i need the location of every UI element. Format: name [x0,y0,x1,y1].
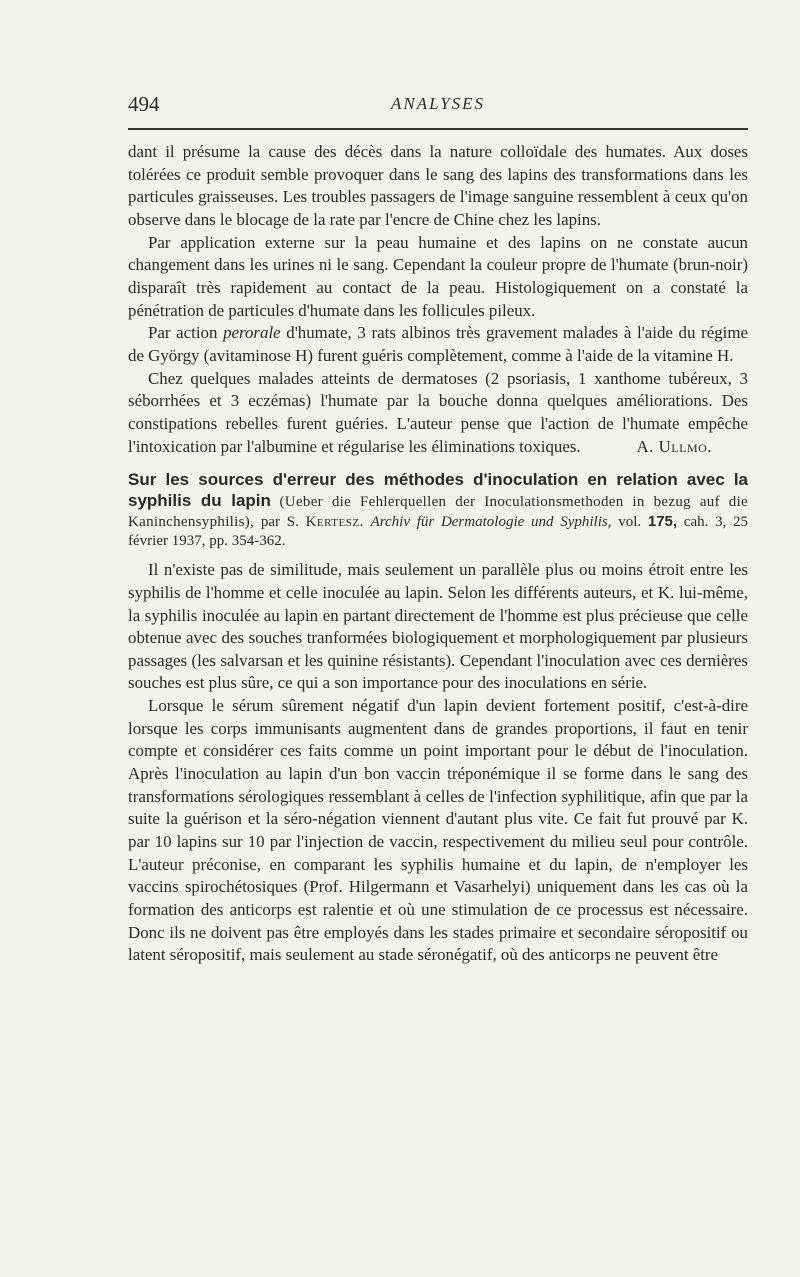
review-signature: A. Ullmo. [636,436,712,456]
review2-paragraph: Il n'existe pas de similitude, mais seulement un parallèle plus ou moins étroit entre les syphilis de l'homme et celle inoculée au lapin. Selon les différents auteurs, et K. lui-même, la syphilis inoculée au lapin en partant directement de l'homme est plus précieuse que celle obtenue avec des souches tranformées biologiquement et morphologiquement par plusieurs passages (les salvarsan et les quinine résistants). Cependant l'inoculation avec ces dernières souches est plus sûre, ce qui a son importance pour des inoculations en série. [128,560,748,693]
page-body [128,141,748,967]
page-number: 494 [128,92,160,116]
original-title: (Ueber die Fehlerquellen der Inoculationsmethoden in bezug auf die Kaninchensyphilis), [128,494,749,531]
by-text: par S. [260,514,299,531]
review1-paragraph: dant il présume la cause des décès dans la nature colloïdale des humates. Aux doses tolérées ce produit semble provoquer dans le sang des lapins des transformations dans les particules graisseuses. Les troubles passagers de l'image sanguine ressemblent à ceux qu'on observe dans le blocage de la rate par l'encre de Chine chez les lapins. [128,142,748,229]
volume-number: 175, [647,513,678,531]
issue-details: cah. 3, 25 février 1937, pp. 354-362. [128,514,749,550]
p3-text: Par action [148,323,218,343]
article-title: Sur les sources d'erreur des méthodes d'inoculation en relation avec la syphilis du lapin [128,470,748,511]
p4-text: Chez quelques malades atteints de dermatoses (2 psoriasis, 1 xanthome tubéreux, 3 séborrhées et 3 eczémas) l'humate par la bouche donna quelques améliorations. Des constipations rebelles furent guéries. L'auteur pense que l'action de l'humate empêche l'intoxication par l'albumine et régularise les éliminations toxiques. [128,368,748,456]
header-rule [128,128,748,130]
volume-prefix: vol. [618,514,642,531]
running-title: ANALYSES [390,94,486,113]
review2-heading [128,470,748,551]
author-name: Kertesz. [305,514,364,531]
review1-paragraph: Par application externe sur la peau humaine et des lapins on ne constate aucun changement dans les urines ni le sang. Cependant la couleur propre de l'humate (brun-noir) disparaît très rapidement au contact de la peau. Histologiquement on a constaté la pénétration de particules d'humate dans les follicules pileux. [128,232,748,320]
p3-italic: perorale [223,323,281,343]
review1-paragraph [128,322,748,367]
p3-text: d'humate, 3 rats albinos très gravement malades à l'aide du régime de György (avitaminose H) furent guéris complètement, comme à l'aide de la vitamine H. [128,323,748,365]
spacer [128,551,748,559]
review2-paragraph: Lorsque le sérum sûrement négatif d'un lapin devient fortement positif, c'est-à-dire lorsque les corps immunisants augmentent dans de grandes proportions, il faut en tenir compte et considérer ces faits comme un point important pour le début de l'inoculation. Après l'inoculation au lapin d'un bon vaccin tréponémique il se forme dans le sang des transformations sérologiques ressemblant à celles de l'infection syphilitique, afin que par la suite la guérison et la séro-négation viennent d'autant plus vite. Ce fait fut prouvé par K. par 10 lapins sur 10 par l'injection de vaccin, respectivement du milieu seul pour contrôle. L'auteur préconise, en comparant les syphilis humaine et du lapin, de n'employer les vaccins spirochétosiques (Prof. Hilgermann et Vasarhelyi) uniquement dans les cas où la formation des anticorps est ralentie et où une stimulation de ce processus est nécessaire. Donc ils ne doivent pas être employés dans les stades primaire et secondaire séropositif ou latent séropositif, mais seulement au stade séronégatif, où des anticorps ne peuvent être [128,696,748,965]
review1-paragraph [128,368,748,459]
journal-name: Archiv für Dermatologie und Syphilis, [370,514,612,531]
page-header [128,92,748,120]
